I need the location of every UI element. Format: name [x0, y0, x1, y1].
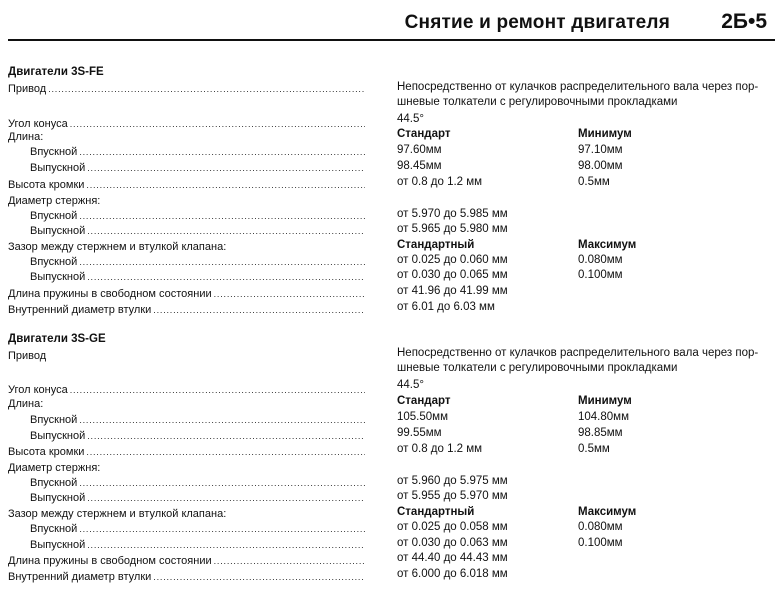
- spec-value-spring-length: от 41.96 до 41.99 мм: [397, 285, 508, 297]
- spec-label-length: Длина:: [8, 131, 44, 143]
- spec-value-exhaust-standard: 98.45мм: [397, 160, 442, 172]
- spec-label-drive: Привод: [8, 350, 47, 362]
- spec-value-drive: Непосредственно от кулачков распределительного вала через пор- шневые толкатели с регулировочными прокладками: [397, 347, 759, 374]
- spec-value-edge-standard: от 0.8 до 1.2 мм: [397, 176, 483, 188]
- spec-value-spring-length: от 44.40 до 44.43 мм: [397, 552, 508, 564]
- spec-label-clearance: Зазор между стержнем и втулкой клапана:: [8, 241, 227, 253]
- column-header-standard: Стандартный: [397, 239, 475, 251]
- spec-label-stem-exhaust: Выпускной .....: [30, 224, 365, 238]
- column-header-minimum: Минимум: [578, 128, 632, 140]
- spec-value-stem-exhaust: от 5.965 до 5.980 мм: [397, 223, 508, 235]
- spec-label-clearance-intake: Впускной .....: [30, 255, 365, 269]
- column-header-standard: Стандартный: [397, 506, 475, 518]
- spec-value-stem-intake: от 5.960 до 5.975 мм: [397, 475, 508, 487]
- spec-label-stem-diameter: Диаметр стержня:: [8, 462, 101, 474]
- spec-label-bushing-diameter: Внутренний диаметр втулки .....: [8, 303, 365, 317]
- spec-label-edge-height: Высота кромки .....: [8, 178, 365, 192]
- spec-label-stem-diameter: Диаметр стержня:: [8, 195, 101, 207]
- spec-label-spring-length: Длина пружины в свободном состоянии .....: [8, 554, 365, 568]
- page-header-title: Снятие и ремонт двигателя: [404, 12, 670, 33]
- spec-label-stem-intake: Впускной .....: [30, 209, 365, 223]
- spec-value-cone-angle: 44.5°: [397, 379, 424, 391]
- spec-value-clearance-exhaust-maximum: 0.100мм: [578, 269, 623, 281]
- spec-label-clearance-intake: Впускной .....: [30, 522, 365, 536]
- spec-value-exhaust-standard: 99.55мм: [397, 427, 442, 439]
- spec-label-length: Длина:: [8, 398, 44, 410]
- spec-value-stem-exhaust: от 5.955 до 5.970 мм: [397, 490, 508, 502]
- section-title: Двигатели 3S-GE: [8, 333, 106, 345]
- spec-value-exhaust-minimum: 98.00мм: [578, 160, 623, 172]
- column-header-minimum: Минимум: [578, 395, 632, 407]
- spec-value-stem-intake: от 5.970 до 5.985 мм: [397, 208, 508, 220]
- spec-label-length-intake: Впускной .....: [30, 413, 365, 427]
- spec-label-stem-intake: Впускной .....: [30, 476, 365, 490]
- spec-value-drive: Непосредственно от кулачков распределительного вала через пор- шневые толкатели с регулировочными прокладками: [397, 81, 759, 108]
- spec-value-clearance-exhaust-maximum: 0.100мм: [578, 537, 623, 549]
- spec-label-drive: Привод .....: [8, 82, 365, 96]
- spec-value-intake-minimum: 97.10мм: [578, 144, 623, 156]
- spec-label-edge-height: Высота кромки .....: [8, 445, 365, 459]
- spec-value-intake-standard: 97.60мм: [397, 144, 442, 156]
- spec-value-edge-minimum: 0.5мм: [578, 176, 610, 188]
- spec-label-clearance-exhaust: Выпускной .....: [30, 538, 365, 552]
- spec-value-bushing-diameter: от 6.000 до 6.018 мм: [397, 568, 508, 580]
- section-title: Двигатели 3S-FE: [8, 66, 104, 78]
- spec-value-clearance-intake-maximum: 0.080мм: [578, 521, 623, 533]
- header-divider: [8, 39, 775, 41]
- spec-label-clearance-exhaust: Выпускной .....: [30, 270, 365, 284]
- column-header-standard: Стандарт: [397, 395, 451, 407]
- spec-label-bushing-diameter: Внутренний диаметр втулки .....: [8, 570, 365, 584]
- spec-value-cone-angle: 44.5°: [397, 113, 424, 125]
- column-header-maximum: Максимум: [578, 239, 637, 251]
- spec-label-stem-exhaust: Выпускной .....: [30, 491, 365, 505]
- spec-label-spring-length: Длина пружины в свободном состоянии .....: [8, 287, 365, 301]
- spec-label-length-intake: Впускной .....: [30, 145, 365, 159]
- spec-value-clearance-intake-standard: от 0.025 до 0.060 мм: [397, 254, 508, 266]
- spec-label-length-exhaust: Выпускной .....: [30, 161, 365, 175]
- page-number: 2Б•5: [721, 10, 767, 33]
- spec-value-clearance-exhaust-standard: от 0.030 до 0.063 мм: [397, 537, 508, 549]
- spec-label-cone-angle: Угол конуса .....: [8, 117, 365, 131]
- spec-label-clearance: Зазор между стержнем и втулкой клапана:: [8, 508, 227, 520]
- spec-value-intake-standard: 105.50мм: [397, 411, 448, 423]
- spec-value-edge-minimum: 0.5мм: [578, 443, 610, 455]
- spec-label-cone-angle: Угол конуса .....: [8, 383, 365, 397]
- spec-label-length-exhaust: Выпускной .....: [30, 429, 365, 443]
- column-header-standard: Стандарт: [397, 128, 451, 140]
- spec-value-clearance-exhaust-standard: от 0.030 до 0.065 мм: [397, 269, 508, 281]
- spec-value-bushing-diameter: от 6.01 до 6.03 мм: [397, 301, 495, 313]
- spec-value-exhaust-minimum: 98.85мм: [578, 427, 623, 439]
- spec-value-clearance-intake-maximum: 0.080мм: [578, 254, 623, 266]
- column-header-maximum: Максимум: [578, 506, 637, 518]
- spec-value-intake-minimum: 104.80мм: [578, 411, 629, 423]
- spec-value-edge-standard: от 0.8 до 1.2 мм: [397, 443, 483, 455]
- spec-value-clearance-intake-standard: от 0.025 до 0.058 мм: [397, 521, 508, 533]
